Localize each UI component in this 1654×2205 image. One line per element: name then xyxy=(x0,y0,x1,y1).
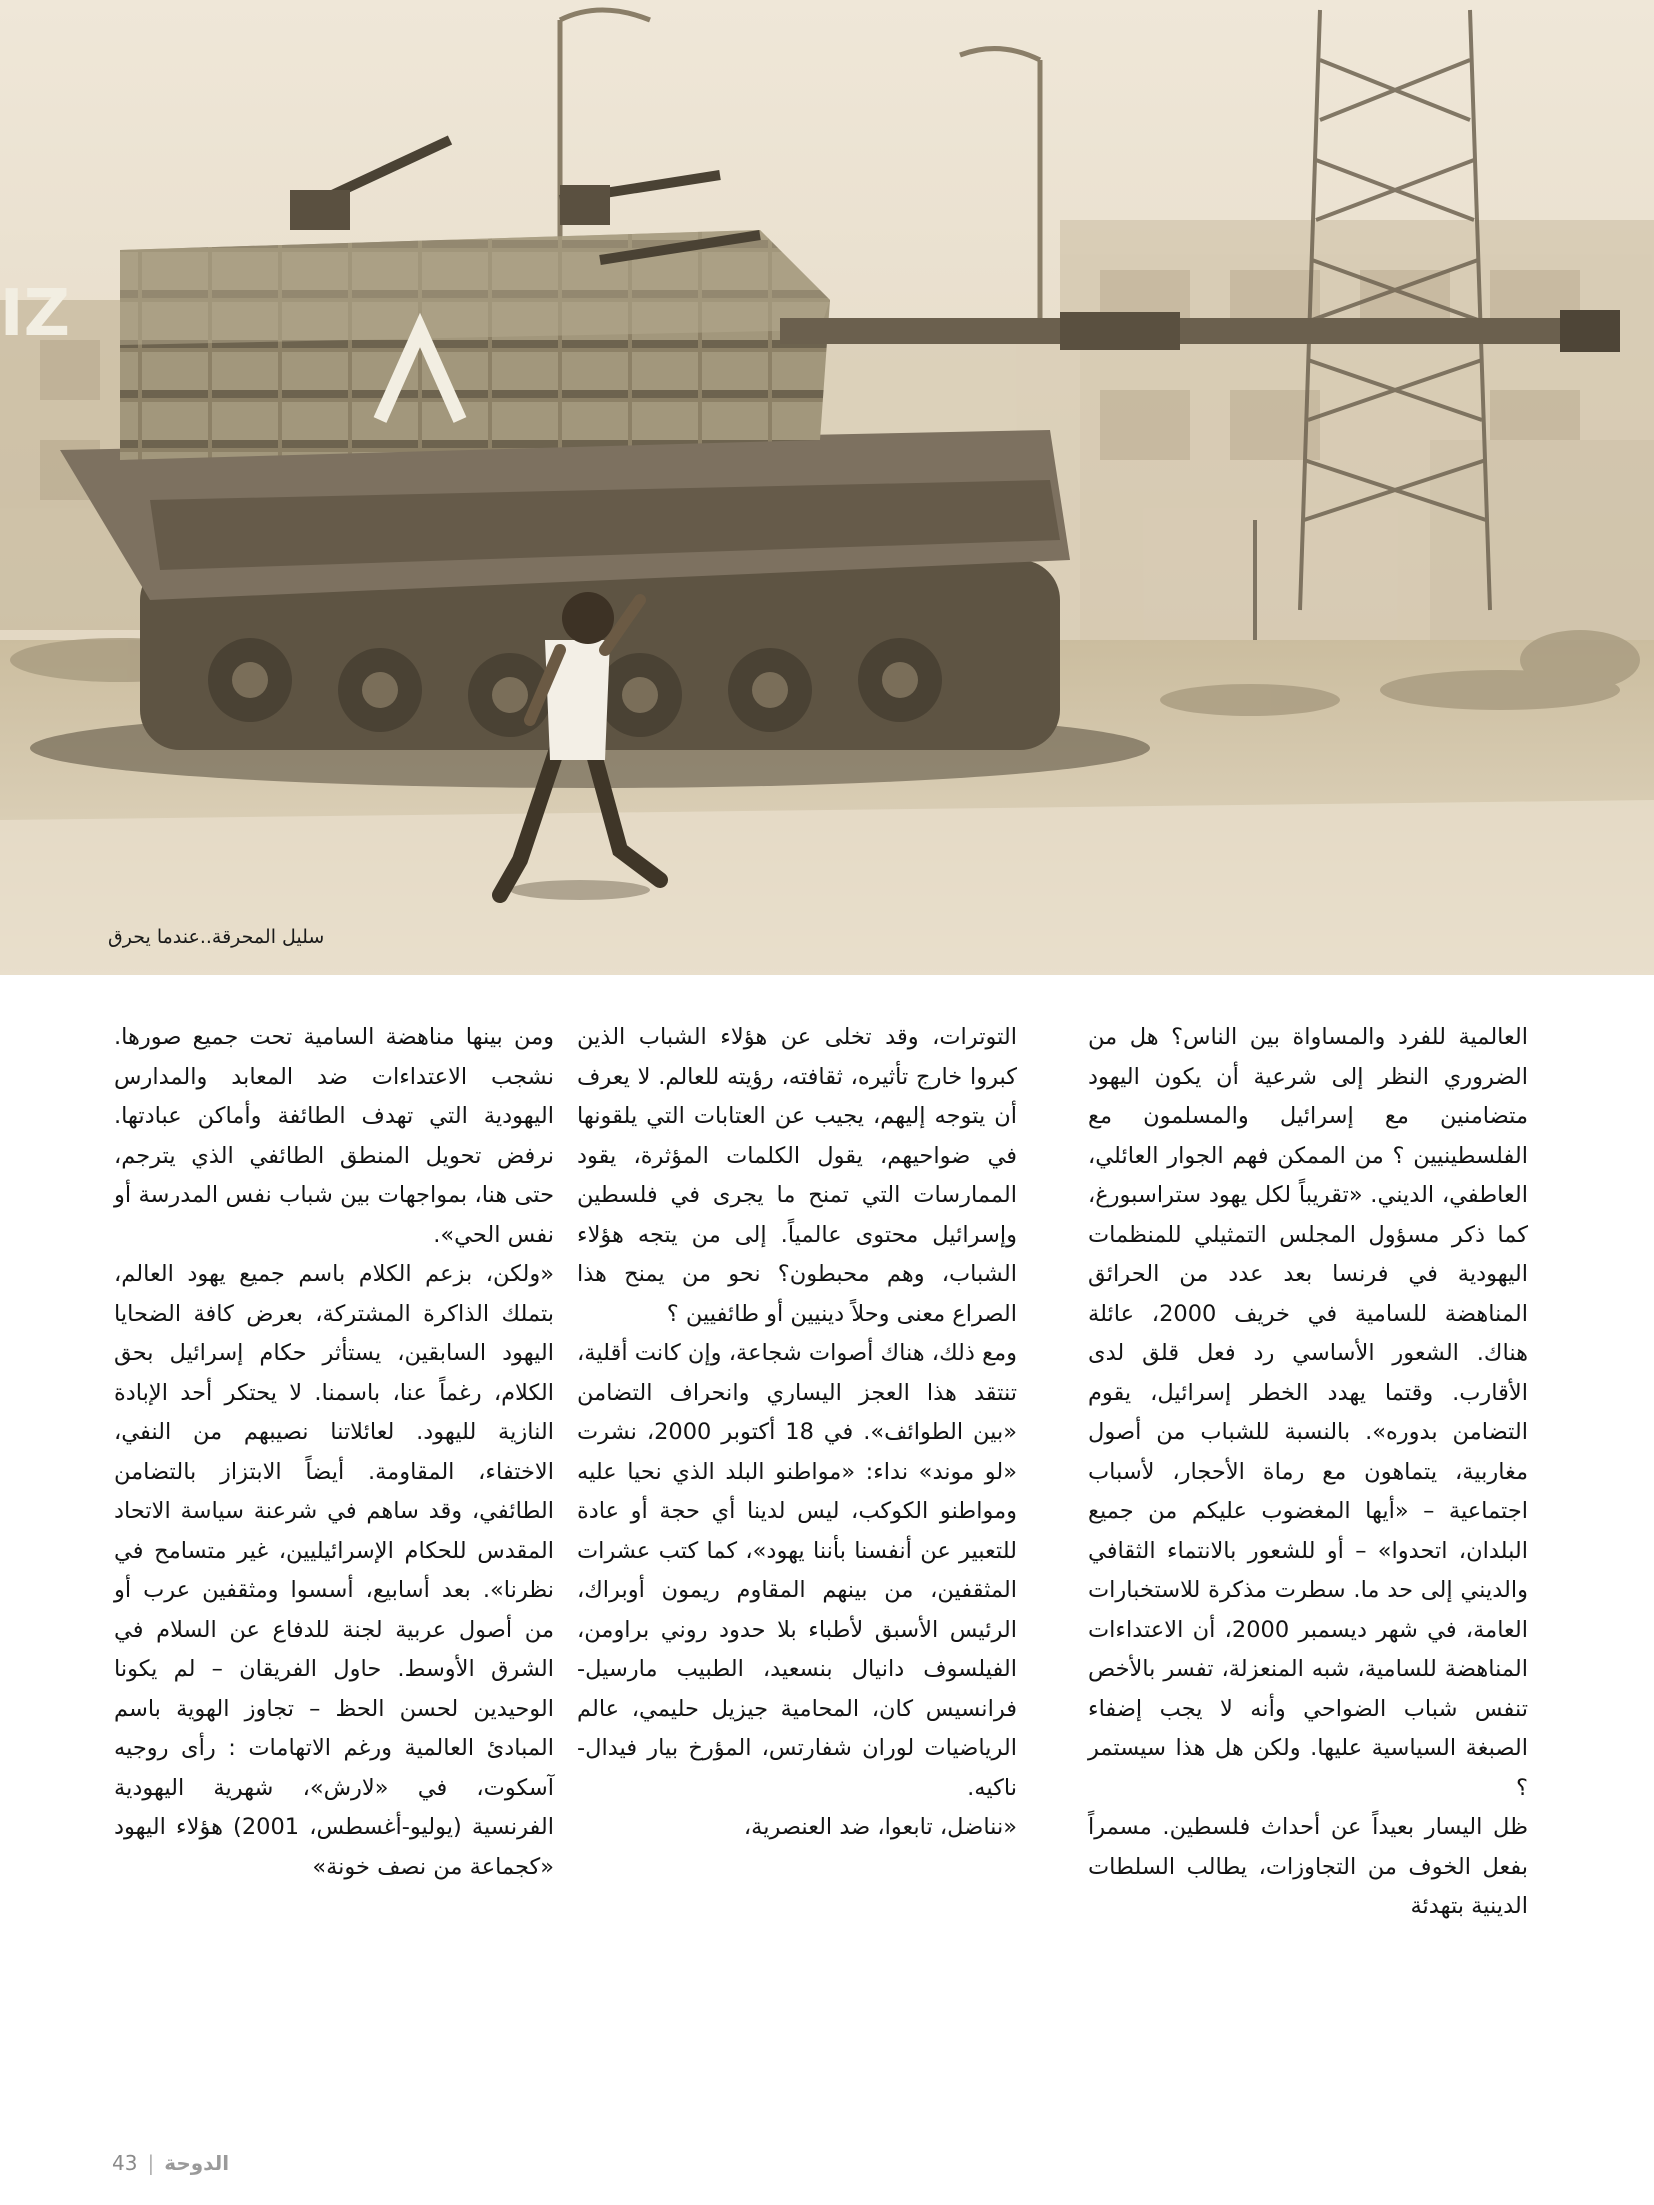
paragraph: «ولكن، بزعم الكلام باسم جميع يهود العالم، بتملك الذاكرة المشتركة، بعرض كافة الضحايا اليهود السابقين، يستأثر حكام إسرائيل بحق الكلام، رغماً عنا، باسمنا. لا يحتكر أحد الإبادة النازية لليهود. لعائلاتنا نصيبهم من النفي، الاختفاء، المقاومة. أيضاً الابتزاز بالتضامن الطائفي، وقد ساهم في شرعنة سياسة الاتحاد المقدس للحكام الإسرائيليين، غير متسامح في نظرنا». بعد أسابيع، أسسوا ومثقفين عرب أو من أصول عربية لجنة للدفاع عن السلام في الشرق الأوسط. حاول الفريقان – لم يكونا الوحيدين لحسن الحظ – تجاوز الهوية باسم المبادئ العالمية ورغم الاتهامات : رأى روجيه آسكوت، في «لارش»، شهرية اليهودية الفرنسية (يوليو-أغسطس، 2001) هؤلاء اليهود «كجماعة من نصف خونة» xyxy=(114,1261,554,1880)
paragraph: ومع ذلك، هناك أصوات شجاعة، وإن كانت أقلية، تنتقد هذا العجز اليساري وانحراف التضامن «بين الطوائف». في 18 أكتوبر 2000، نشرت «لو موند» نداء: «مواطنو البلد الذي نحيا عليه ومواطنو الكوكب، ليس لدينا أي حجة أو عادة للتعبير عن أنفسنا بأننا يهود»، كما كتب عشرات المثقفين، من بينهم المقاوم ريمون أوبراك، الرئيس الأسبق لأطباء بلا حدود روني براومن، الفيلسوف دانيال بنسعيد، الطبيب مارسيل-فرانسيس كان، المحامية جيزيل حليمي، عالم الرياضيات لوران شفارتس، المؤرخ بيار فيدال-ناكيه. xyxy=(577,1340,1017,1801)
footer-separator: | xyxy=(147,2151,155,2175)
paragraph: العالمية للفرد والمساواة بين الناس؟ هل من الضروري النظر إلى شرعية أن يكون اليهود متضامنين مع إسرائيل والمسلمون مع الفلسطينيين ؟ من الممكن فهم الجوار العائلي، العاطفي، الديني. «تقريباً لكل يهود ستراسبورغ، كما ذكر مسؤول المجلس التمثيلي للمنظمات اليهودية في فرنسا بعد عدد من الحرائق المناهضة للسامية في خريف 2000، عائلة هناك. الشعور الأساسي رد فعل قلق لدى الأقارب. وقتما يهدد الخطر إسرائيل، يقوم التضامن بدوره». بالنسبة للشباب من أصول مغاربية، يتماهون مع رماة الأحجار، لأسباب اجتماعية – «أيها المغضوب عليكم من جميع البلدان، اتحدوا» – أو للشعور بالانتماء الثقافي والديني إلى حد ما. سطرت مذكرة للاستخبارات العامة، في شهر ديسمبر 2000، أن الاعتداءات المناهضة للسامية، شبه المنعزلة، تفسر بالأخص تنفس شباب الضواحي وأنه لا يجب إضفاء الصبغة السياسية عليها. ولكن هل هذا سيستمر ؟ xyxy=(1088,1024,1529,1801)
paragraph: التوترات، وقد تخلى عن هؤلاء الشباب الذين كبروا خارج تأثيره، ثقافته، رؤيته للعالم. لا يعرف أن يتوجه إليهم، يجيب عن العتابات التي يلقونها في ضواحيهم، يقول الكلمات المؤثرة، يقود الممارسات التي تمنح ما يجرى في فلسطين وإسرائيل محتوى عالمياً. إلى من يتجه هؤلاء الشباب، وهم محبطون؟ نحو من يمنح هذا الصراع معنى وحلاً دينيين أو طائفيين ؟ xyxy=(577,1024,1017,1327)
paragraph: «نناضل، تابعوا، ضد العنصرية، xyxy=(743,1814,1017,1840)
article-photo xyxy=(0,0,1654,975)
photo-illustration xyxy=(0,0,1654,975)
paragraph: ظل اليسار بعيداً عن أحداث فلسطين. مسمراً بفعل الخوف من التجاوزات، يطالب السلطات الدينية بتهدئة xyxy=(1088,1814,1528,1919)
page-footer xyxy=(112,2151,229,2175)
photo-caption: سليل المحرقة..عندما يحرق xyxy=(108,926,325,948)
magazine-name: الدوحة xyxy=(164,2151,230,2175)
page-number: 43 xyxy=(112,2151,138,2175)
article-column-3 xyxy=(114,1018,554,1887)
paragraph: ومن بينها مناهضة السامية تحت جميع صورها. نشجب الاعتداءات ضد المعابد والمدارس اليهودية التي تهدف الطائفة وأماكن عبادتها. نرفض تحويل المنطق الطائفي الذي يترجم، حتى هنا، بمواجهات بين شباب نفس المدرسة أو نفس الحي». xyxy=(114,1024,554,1248)
tank-marking: IZ xyxy=(0,277,70,351)
article-column-2 xyxy=(577,1018,1017,1848)
article-column-1 xyxy=(1088,1018,1528,1927)
